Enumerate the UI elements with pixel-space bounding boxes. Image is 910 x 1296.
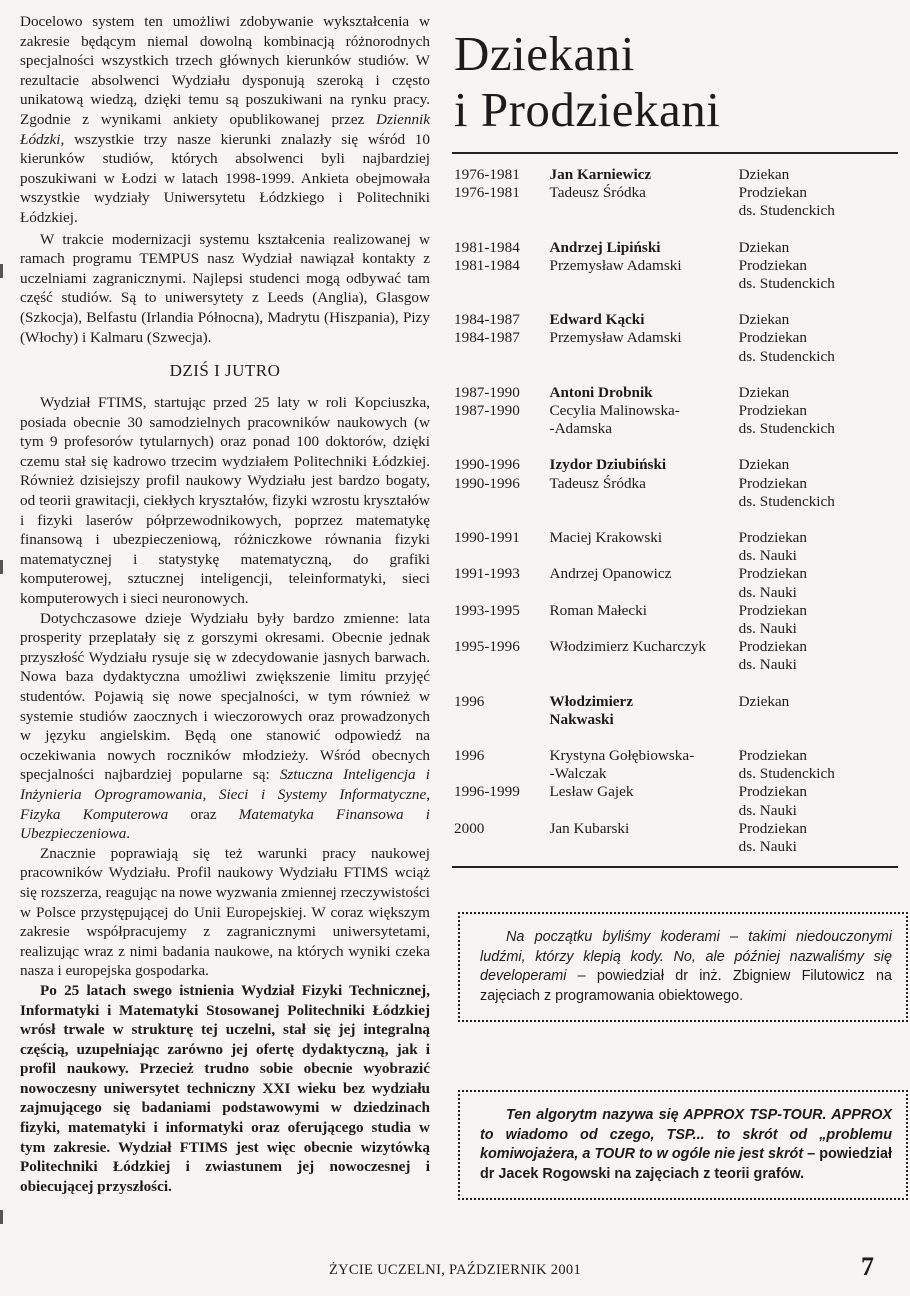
person-name-cont xyxy=(550,656,739,674)
table-row xyxy=(452,638,898,656)
table-row xyxy=(452,565,898,583)
function-detail: ds. Studenckich xyxy=(738,492,835,510)
empty-cell xyxy=(452,420,550,438)
group-spacer xyxy=(452,293,898,311)
paragraph-text: oraz xyxy=(190,805,217,823)
spacer-cell xyxy=(452,438,898,456)
person-name: Przemysław Adamski xyxy=(549,256,682,274)
empty-cell xyxy=(452,711,550,729)
empty-cell xyxy=(452,584,550,602)
table-row xyxy=(452,166,898,184)
empty-cell xyxy=(452,275,550,293)
quote-text: Na początku byliśmy koderami – takimi niedouczonymi ludźmi, którzy klepią kody. No, ale później nazwaliśmy się developerami xyxy=(480,929,892,985)
quote-attribution: – powiedział dr Jacek Rogowski na zajęciach z teorii grafów. xyxy=(480,1146,892,1182)
term-years: 1981-1984 xyxy=(454,238,520,256)
group-spacer xyxy=(452,221,898,239)
function: Prodziekan xyxy=(738,819,807,837)
divider xyxy=(452,866,898,868)
table-row xyxy=(452,747,898,765)
title-line: Dziekani xyxy=(454,26,635,81)
person-name: Tadeusz Śródka xyxy=(549,184,646,202)
person-name-cont xyxy=(550,584,739,602)
person-name: Andrzej Opanowicz xyxy=(549,565,672,583)
table-row xyxy=(452,329,898,347)
paragraph-conditions: Znacznie poprawiają się też warunki pracy naukowej pracowników Wydziału. Profil naukowy Wydziału FTIMS wciąż się rozszerza, reagując na nowe wyzwania zmiennej rzeczywistości w Polsce przystępującej do Unii Europejskiej. W coraz większym zakresie współpracujemy z zagranicznymi uniwersytetami, realizując wraz z nimi badania naukowe, na których wyniki czeka nasza i europejska gospodarka. xyxy=(20,844,430,980)
table-row-continuation xyxy=(452,348,898,366)
function: Dziekan xyxy=(738,238,790,256)
function-detail: ds. Studenckich xyxy=(738,275,835,293)
table-row xyxy=(452,693,898,711)
specialty-list: Sztuczna Inteligencja i Inżynieria Oprogramowania, Sieci i Systemy Informatyczne, Fizyka Komputerowa xyxy=(20,766,430,823)
function: Prodziekan xyxy=(738,783,807,801)
person-name: Przemysław Adamski xyxy=(549,329,682,347)
person-name: Krystyna Gołębiowska- xyxy=(549,747,695,765)
group-spacer xyxy=(452,675,898,693)
table-row-continuation xyxy=(452,493,898,511)
empty-cell xyxy=(452,620,550,638)
spacer-cell xyxy=(452,293,898,311)
person-name: Jan Kubarski xyxy=(549,819,630,837)
table-row xyxy=(452,402,898,420)
paragraph-future xyxy=(20,609,430,844)
function: Dziekan xyxy=(738,456,790,474)
table-row-continuation xyxy=(452,765,898,783)
person-name: Edward Kącki xyxy=(549,311,645,329)
function: Dziekan xyxy=(738,166,790,183)
right-column xyxy=(452,26,898,868)
function: Prodziekan xyxy=(738,529,807,547)
group-spacer xyxy=(452,366,898,384)
spacer-cell xyxy=(452,511,898,529)
empty-cell xyxy=(452,547,550,565)
page-footer: ŻYCIE UCZELNI, PAŹDZIERNIK 2001 xyxy=(328,1262,582,1278)
table-row-continuation xyxy=(452,584,898,602)
table-row-continuation xyxy=(452,656,898,674)
function: Prodziekan xyxy=(738,184,807,202)
function: Prodziekan xyxy=(738,329,807,347)
empty-cell xyxy=(452,838,550,856)
empty-cell xyxy=(452,802,550,820)
table-row xyxy=(452,820,898,838)
table-row-continuation xyxy=(452,420,898,438)
function-detail: ds. Nauki xyxy=(738,547,797,565)
table-row-continuation xyxy=(452,275,898,293)
function-detail: ds. Studenckich xyxy=(738,347,835,365)
function-detail: ds. Nauki xyxy=(738,620,797,638)
table-row xyxy=(452,602,898,620)
table-row xyxy=(452,475,898,493)
person-name-cont: -Walczak xyxy=(549,765,607,783)
table-row-continuation xyxy=(452,838,898,856)
spacer-cell xyxy=(452,729,898,747)
function-detail: ds. Nauki xyxy=(738,801,797,819)
term-years: 1976-1981 xyxy=(454,166,520,183)
empty-cell xyxy=(452,493,550,511)
person-name-cont xyxy=(550,275,739,293)
spacer-cell xyxy=(452,221,898,239)
function: Prodziekan xyxy=(738,256,807,274)
term-years: 1976-1981 xyxy=(454,184,520,202)
empty-cell xyxy=(452,656,550,674)
margin-mark xyxy=(0,560,3,574)
person-name: Maciej Krakowski xyxy=(549,529,663,547)
term-years: 1981-1984 xyxy=(454,256,520,274)
paragraph-text: , wszystkie trzy nasze kierunki znalazły się wśród 10 kierunków studiów, których absolwenci byli najbardziej poszukiwani w Łodzi w latach 1998-1999. Ankieta obejmowała wszystkie wydziały Uniwersytetu Łódzkiego i Politechniki Łódzkiej. xyxy=(20,130,430,226)
spacer-cell xyxy=(452,675,898,693)
function-detail: ds. Nauki xyxy=(738,838,797,856)
margin-mark xyxy=(0,1210,3,1224)
person-name-cont xyxy=(550,838,739,856)
page-number: 7 xyxy=(861,1252,874,1281)
function: Prodziekan xyxy=(738,747,807,765)
paragraph-text: . xyxy=(126,825,131,843)
table-row-continuation xyxy=(452,202,898,220)
divider xyxy=(452,152,898,154)
function-detail: ds. Studenckich xyxy=(738,420,835,438)
function: Prodziekan xyxy=(738,638,807,656)
table-row xyxy=(452,384,898,402)
group-spacer xyxy=(452,438,898,456)
term-years: 1990-1996 xyxy=(454,456,520,474)
term-years: 1990-1991 xyxy=(454,529,520,547)
function: Dziekan xyxy=(738,692,790,710)
function: Prodziekan xyxy=(738,601,807,619)
person-name: Izydor Dziubiński xyxy=(549,456,667,474)
function: Prodziekan xyxy=(738,402,807,420)
specialty-name: Matematyka Finansowa i Ubezpieczeniowa xyxy=(20,805,430,843)
person-name-cont: -Adamska xyxy=(549,420,612,438)
term-years: 1995-1996 xyxy=(454,638,520,656)
person-name: Włodzimierz xyxy=(549,692,634,710)
table-row xyxy=(452,184,898,202)
term-years: 1984-1987 xyxy=(454,311,520,329)
term-years: 1996 xyxy=(454,747,485,765)
table-row xyxy=(452,529,898,547)
person-name: Roman Małecki xyxy=(549,601,647,619)
quote-text: Ten algorytm nazywa się APPROX TSP-TOUR. APPROX to wiadomo od czego, TSP... to skrót od „problemu komiwojażera, a TOUR to w ogóle nie jest skrót xyxy=(480,1107,892,1163)
term-years: 1993-1995 xyxy=(454,601,520,619)
publication-name: Dziennik Łódzki xyxy=(20,110,431,148)
table-row xyxy=(452,456,898,474)
left-column xyxy=(20,12,430,1196)
person-name-cont xyxy=(550,802,739,820)
table-row-continuation xyxy=(452,547,898,565)
function: Dziekan xyxy=(738,311,790,329)
table-row-continuation xyxy=(452,711,898,729)
section-heading: DZIŚ I JUTRO xyxy=(169,361,281,381)
function: Prodziekan xyxy=(738,474,807,492)
function: Dziekan xyxy=(738,383,790,401)
term-years: 1987-1990 xyxy=(454,402,520,420)
group-spacer xyxy=(452,511,898,529)
person-name: Tadeusz Śródka xyxy=(549,474,646,492)
function-detail: ds. Studenckich xyxy=(738,765,835,783)
person-name: Andrzej Lipiński xyxy=(549,238,661,256)
paragraph-intro xyxy=(20,12,430,228)
term-years: 1984-1987 xyxy=(454,329,520,347)
paragraph-text: Docelowo system ten umożliwi zdobywanie wykształcenia w zakresie będącym niemal dowolną kombinacją różnorodnych specjalności wszystkich trzech głównych kierunków studiów. W rezultacie absolwenci Wydziału dysponują szeroką i często unikatową wiedzą, dzięki temu są poszukiwani na rynku pracy. Zgodnie z wynikami ankiety opublikowanej przez xyxy=(20,13,430,128)
function-detail: ds. Nauki xyxy=(738,583,797,601)
function-detail xyxy=(739,711,898,729)
empty-cell xyxy=(452,348,550,366)
person-name-cont xyxy=(550,348,739,366)
term-years: 2000 xyxy=(454,819,485,837)
spacer-cell xyxy=(452,366,898,384)
empty-cell xyxy=(452,765,550,783)
person-name-cont xyxy=(550,620,739,638)
table-row xyxy=(452,311,898,329)
person-name-cont xyxy=(550,547,739,565)
person-name: Antoni Drobnik xyxy=(549,383,653,401)
person-name-cont xyxy=(550,493,739,511)
table-row xyxy=(452,257,898,275)
empty-cell xyxy=(452,202,550,220)
group-spacer xyxy=(452,729,898,747)
quote-box xyxy=(458,912,908,1022)
person-name: Lesław Gajek xyxy=(549,783,634,801)
table-row xyxy=(452,239,898,257)
table-row-continuation xyxy=(452,620,898,638)
paragraph-conclusion: Po 25 latach swego istnienia Wydział Fizyki Technicznej, Informatyki i Matematyki Stosowanej Politechniki Łódzkiej wrósł trwale w strukturę tej uczelni, stał się jej integralną częścią, uzupełniając zarówno jej ofertę dydaktyczną, jak i profil naukowy. Przecież trudno sobie obecnie wyobrazić nowoczesny uniwersytet techniczny XXI wieku bez wydziału zajmującego się badaniami podstawowymi w dziedzinach fizyki, matematyki i informatyki oraz oferującego studia w tym zakresie. Wydział FTIMS jest więc obecnie wizytówką Politechniki Łódzkiej i zwiastunem jej nowoczesnej i obiecującej przyszłości. xyxy=(20,981,430,1195)
title-line: i Prodziekani xyxy=(454,82,721,137)
term-years: 1996-1999 xyxy=(454,783,520,801)
table-row-continuation xyxy=(452,802,898,820)
function-detail: ds. Studenckich xyxy=(738,202,835,220)
term-years: 1990-1996 xyxy=(454,474,520,492)
term-years: 1987-1990 xyxy=(454,383,520,401)
person-name: Jan Karniewicz xyxy=(549,166,652,183)
quote-attribution: – powiedział dr inż. Zbigniew Filutowicz na zajęciach z programowania obiektowego. xyxy=(480,968,892,1004)
term-years: 1996 xyxy=(454,692,485,710)
deans-table xyxy=(452,166,898,856)
quote-box xyxy=(458,1090,908,1200)
function-detail: ds. Nauki xyxy=(738,656,797,674)
table-row xyxy=(452,783,898,801)
page-title xyxy=(454,26,898,138)
person-name-cont xyxy=(550,202,739,220)
function: Prodziekan xyxy=(738,565,807,583)
term-years: 1991-1993 xyxy=(454,565,520,583)
person-name: Włodzimierz Kucharczyk xyxy=(549,638,706,656)
person-name: Cecylia Malinowska- xyxy=(549,402,680,420)
paragraph-text: Dotychczasowe dzieje Wydziału były bardzo zmienne: lata prosperity przeplatały się z gorszymi okresami. Obecnie jednak przyszłość Wydziału rysuje się w zdecydowanie jasnych barwach. Nowa baza dydaktyczna umożliwi zwiększenie limitu przyjęć studentów. Pojawią się nowe specjalności, w tym również w systemie studiów zaocznych i wieczorowych oraz prowadzonych w języku angielskim. Będą one stanowić odpowiedź na oczekiwania nowych roczników młodzieży. Wśród obecnych specjalności najbardziej popularne są: xyxy=(20,609,430,784)
paragraph-tempus: W trakcie modernizacji systemu kształcenia realizowanej w ramach programu TEMPUS nasz Wydział nawiązał kontakty z uczelniami zagranicznymi. Najlepsi studenci mogą odbywać tam część studiów. Są to uniwersytety z Leeds (Anglia), Glasgow (Szkocja), Belfastu (Irlandia Północna), Madrytu (Hiszpania), Pizy (Włochy) i Kalmaru (Szwecja). xyxy=(20,230,430,346)
person-name-cont: Nakwaski xyxy=(549,710,614,728)
paragraph-today: Wydział FTIMS, startując przed 25 laty w roli Kopciuszka, posiada obecnie 30 samodzielnych pracowników naukowych (w tym 9 profesorów tytularnych) oraz ponad 100 doktorów, dzięki czemu stał się kadrowo trzecim wydziałem Politechniki Łódzkiej. Również dzisiejszy profil naukowy Wydziału jest bardzo bogaty, od teorii grawitacji, ciekłych kryształów, fizyki wzrostu kryształów i fizyki laserów półprzewodnikowych, poprzez matematykę finansową i ubezpieczeniową, różniczkowe równania fizyki matematycznej i statystykę matematyczną, do grafiki komputerowej, sztucznej inteligencji, teleinformatyki, sieci komputerowych i sieci neuronowych. xyxy=(20,394,430,608)
margin-mark xyxy=(0,264,3,278)
